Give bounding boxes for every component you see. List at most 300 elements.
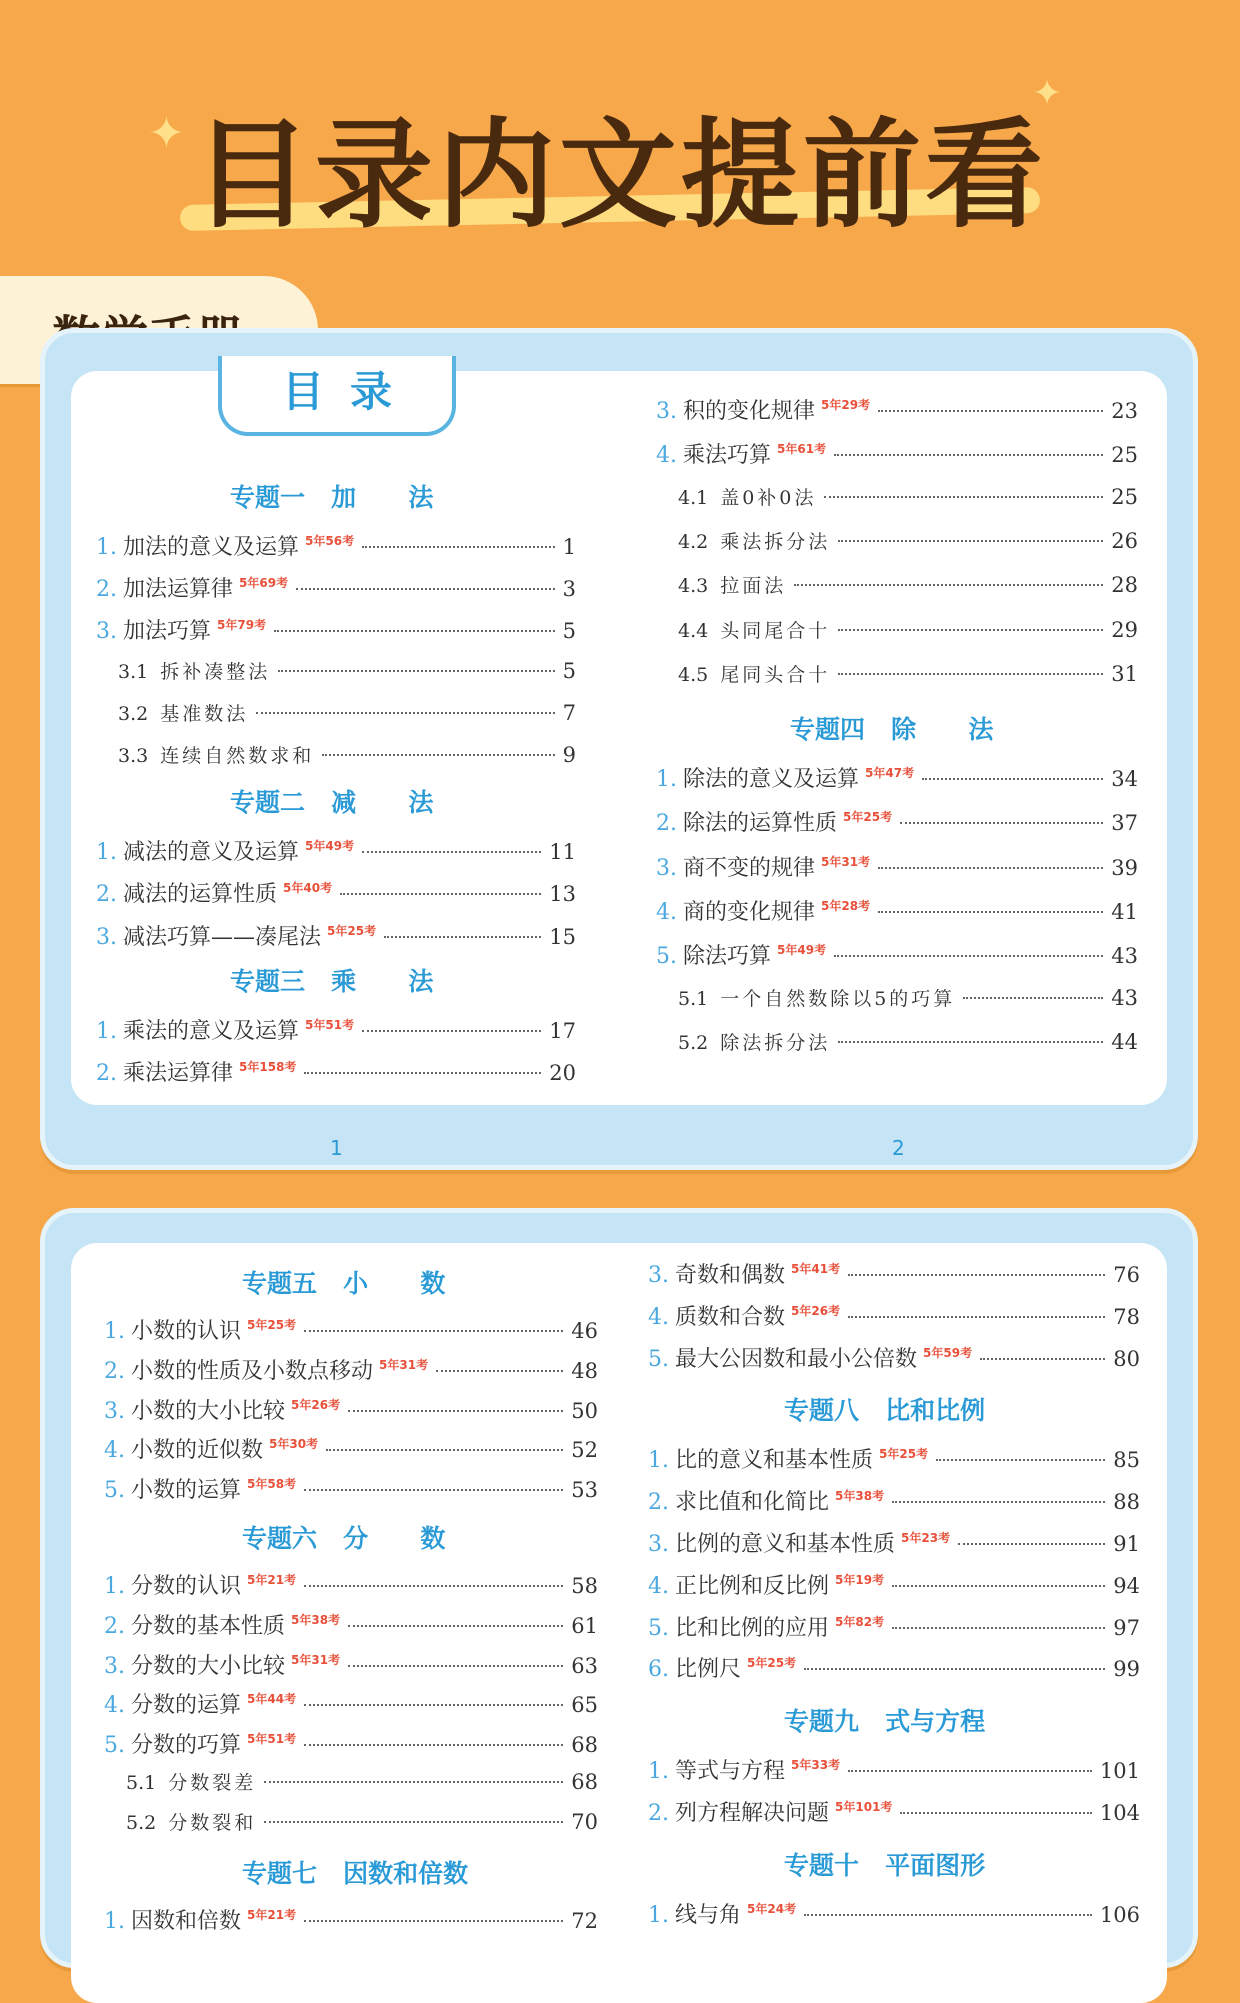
toc-subentry: [678, 984, 1138, 1014]
leader-dots: [348, 1625, 563, 1627]
leader-dots: [892, 1585, 1105, 1587]
entry-title: 乘法巧算: [683, 443, 772, 469]
leader-dots: [936, 1459, 1105, 1461]
leader-dots: [838, 673, 1103, 675]
toc-entry: [656, 895, 1138, 925]
leader-dots: [340, 893, 541, 895]
entry-number: 1.: [648, 1902, 669, 1928]
entry-page: 11: [549, 840, 576, 865]
entry-title: 分数的巧算: [131, 1733, 242, 1759]
entry-page: 78: [1113, 1304, 1140, 1329]
entry-number: 4.5: [678, 663, 709, 686]
entry-title: 正比例和反比例: [675, 1573, 830, 1599]
entry-number: 3.: [656, 399, 677, 424]
entry-page: 91: [1113, 1532, 1140, 1556]
entry-title: 商不变的规律: [683, 855, 816, 881]
section-heading: 专题五 小 数: [242, 1269, 446, 1298]
entry-title: 加法巧算: [123, 619, 212, 645]
exam-frequency-badge: 5年25考: [247, 1318, 297, 1332]
entry-page: 104: [1099, 1801, 1140, 1825]
entry-title: 分数裂差: [168, 1772, 257, 1794]
exam-frequency-badge: 5年47考: [865, 766, 915, 781]
toc-entry: [96, 572, 576, 602]
entry-title: 积的变化规律: [683, 399, 816, 424]
exam-frequency-badge: 5年21考: [247, 1573, 297, 1587]
entry-page: 29: [1111, 617, 1138, 642]
toc-entry: [104, 1354, 598, 1384]
entry-page: 46: [571, 1319, 598, 1343]
exam-frequency-badge: 5年26考: [291, 1397, 341, 1412]
toc-subentry: [678, 571, 1138, 601]
toc-entry: [648, 1258, 1140, 1288]
entry-title: 尾同头合十: [720, 663, 831, 686]
entry-number: 1.: [104, 1574, 125, 1599]
entry-title: 等式与方程: [675, 1759, 786, 1785]
exam-frequency-badge: 5年79考: [217, 618, 267, 633]
entry-number: 1.: [648, 1448, 669, 1474]
toc-subentry: [118, 699, 576, 729]
toc-entry: [104, 1569, 598, 1599]
entry-page: 13: [549, 882, 576, 907]
toc-entry: [656, 394, 1138, 424]
entry-page: 70: [571, 1809, 598, 1834]
exam-frequency-badge: 5年69考: [239, 576, 289, 591]
leader-dots: [922, 778, 1103, 780]
entry-number: 4.1: [678, 486, 709, 509]
leader-dots: [900, 822, 1103, 824]
section-heading: 专题八 比和比例: [784, 1396, 986, 1426]
entry-page: 52: [571, 1438, 598, 1463]
toc-entry: [104, 1728, 598, 1758]
toc-heading-box: [218, 356, 456, 436]
entry-page: 106: [1099, 1902, 1140, 1927]
leader-dots: [824, 496, 1103, 498]
entry-page: 5: [562, 658, 576, 683]
entry-number: 5.: [104, 1478, 125, 1504]
entry-title: 头同尾合十: [720, 619, 831, 642]
entry-title: 除法巧算: [683, 944, 772, 970]
leader-dots: [264, 1781, 563, 1783]
entry-title: 比和比例的应用: [675, 1615, 830, 1641]
entry-number: 4.: [648, 1573, 669, 1599]
entry-number: 2.: [96, 577, 117, 603]
toc-entry: [96, 835, 576, 865]
entry-page: 34: [1111, 767, 1138, 792]
toc-entry: [656, 806, 1138, 836]
entry-number: 1.: [96, 840, 117, 866]
exam-frequency-badge: 5年61考: [777, 442, 827, 457]
toc-entry: [648, 1569, 1140, 1599]
entry-page: 101: [1099, 1759, 1140, 1784]
exam-frequency-badge: 5年58考: [247, 1477, 297, 1492]
entry-number: 2.: [96, 882, 117, 908]
exam-frequency-badge: 5年31考: [821, 854, 871, 869]
entry-number: 5.: [104, 1733, 125, 1759]
exam-frequency-badge: 5年28考: [821, 899, 871, 913]
entry-number: 1.: [96, 535, 117, 560]
leader-dots: [804, 1668, 1105, 1670]
entry-page: 7: [562, 700, 576, 725]
toc-entry: [656, 939, 1138, 969]
exam-frequency-badge: 5年101考: [835, 1800, 893, 1814]
entry-title: 分数的基本性质: [131, 1613, 286, 1639]
entry-title: 减法的意义及运算: [123, 840, 300, 866]
toc-subentry: [678, 616, 1138, 646]
toc-entry: [656, 762, 1138, 792]
entry-number: 5.: [656, 944, 677, 970]
entry-page: 85: [1113, 1448, 1140, 1473]
entry-page: 3: [562, 577, 576, 602]
leader-dots: [304, 1072, 541, 1074]
entry-number: 1.: [648, 1759, 669, 1785]
entry-title: 分数的认识: [131, 1574, 242, 1599]
exam-frequency-badge: 5年31考: [291, 1652, 341, 1667]
leader-dots: [838, 540, 1103, 542]
entry-page: 63: [571, 1653, 598, 1678]
toc-entry: [96, 1014, 576, 1044]
entry-page: 97: [1113, 1615, 1140, 1640]
entry-page: 23: [1111, 399, 1138, 423]
toc-subentry: [678, 483, 1138, 513]
leader-dots: [326, 1449, 563, 1451]
leader-dots: [348, 1410, 563, 1412]
entry-number: 4.: [104, 1693, 125, 1719]
entry-page: 94: [1113, 1573, 1140, 1598]
toc-entry: [104, 1473, 598, 1503]
exam-frequency-badge: 5年49考: [777, 943, 827, 958]
leader-dots: [878, 867, 1103, 869]
entry-title: 奇数和偶数: [675, 1263, 786, 1288]
entry-number: 4.: [656, 443, 677, 469]
exam-frequency-badge: 5年59考: [923, 1345, 973, 1360]
section-heading: 专题四 除 法: [790, 715, 994, 745]
entry-page: 61: [571, 1613, 598, 1638]
entry-page: 43: [1111, 985, 1138, 1010]
entry-title: 加法运算律: [123, 577, 234, 603]
entry-title: 因数和倍数: [131, 1908, 242, 1934]
leader-dots: [296, 588, 555, 590]
entry-number: 4.: [656, 900, 677, 925]
section-heading: 专题十 平面图形: [784, 1850, 986, 1880]
exam-frequency-badge: 5年23考: [901, 1531, 951, 1545]
toc-entry: [656, 438, 1138, 468]
entry-number: 4.: [648, 1304, 669, 1330]
toc-entry: [648, 1527, 1140, 1557]
entry-page: 17: [549, 1018, 576, 1043]
entry-number: 4.3: [678, 575, 709, 598]
leader-dots: [878, 410, 1103, 412]
entry-page: 99: [1113, 1657, 1140, 1682]
toc-entry: [648, 1342, 1140, 1372]
exam-frequency-badge: 5年40考: [283, 881, 333, 896]
toc-subentry: [678, 660, 1138, 690]
section-heading: 专题九 式与方程: [784, 1707, 986, 1737]
entry-title: 减法巧算——凑尾法: [123, 924, 322, 950]
entry-page: 76: [1113, 1263, 1140, 1287]
exam-frequency-badge: 5年38考: [835, 1489, 885, 1504]
entry-number: 5.2: [126, 1811, 157, 1834]
leader-dots: [264, 1821, 563, 1823]
entry-number: 1.: [104, 1319, 125, 1344]
entry-number: 1.: [656, 767, 677, 793]
toc-entry: [648, 1754, 1140, 1784]
exam-frequency-badge: 5年38考: [291, 1612, 341, 1627]
entry-page: 39: [1111, 855, 1138, 880]
entry-page: 1: [562, 535, 576, 559]
page-number-right: 2: [892, 1136, 905, 1160]
entry-number: 5.1: [126, 1772, 157, 1794]
entry-number: 6.: [648, 1657, 669, 1683]
leader-dots: [892, 1627, 1105, 1629]
entry-title: 比例尺: [675, 1657, 742, 1683]
entry-number: 3.: [96, 619, 117, 645]
entry-number: 4.2: [678, 530, 709, 553]
entry-number: 2.: [656, 811, 677, 837]
exam-frequency-badge: 5年30考: [269, 1437, 319, 1452]
leader-dots: [436, 1370, 563, 1372]
entry-title: 乘法拆分法: [720, 530, 831, 553]
toc-entry: [648, 1652, 1140, 1682]
toc-entry: [648, 1443, 1140, 1473]
leader-dots: [304, 1920, 563, 1922]
entry-page: 53: [571, 1478, 598, 1503]
entry-title: 小数的大小比较: [131, 1398, 286, 1424]
toc-entry: [648, 1485, 1140, 1515]
leader-dots: [892, 1501, 1105, 1503]
exam-frequency-badge: 5年25考: [327, 923, 377, 938]
toc-entry: [648, 1300, 1140, 1330]
leader-dots: [794, 584, 1103, 586]
toc-entry: [648, 1796, 1140, 1826]
toc-entry: [104, 1904, 598, 1934]
toc-subentry: [678, 527, 1138, 557]
entry-title: 小数的认识: [131, 1319, 242, 1344]
sparkle-icon: ✦: [148, 108, 185, 159]
exam-frequency-badge: 5年25考: [879, 1447, 929, 1462]
entry-page: 5: [562, 619, 576, 644]
entry-title: 分数的大小比较: [131, 1653, 286, 1679]
leader-dots: [348, 1665, 563, 1667]
leader-dots: [834, 955, 1103, 957]
entry-number: 2.: [648, 1801, 669, 1826]
entry-number: 2.: [648, 1490, 669, 1516]
sparkle-icon: ✦: [1032, 73, 1063, 114]
toc-heading: 目录: [281, 367, 418, 416]
entry-page: 26: [1111, 528, 1138, 553]
banner-title: 目录内文提前看: [192, 106, 1047, 244]
entry-title: 小数的近似数: [131, 1438, 264, 1464]
toc-subentry: [118, 657, 576, 687]
leader-dots: [804, 1914, 1092, 1916]
section-heading: 专题一 加 法: [230, 483, 434, 512]
entry-page: 72: [571, 1908, 598, 1933]
entry-number: 2.: [96, 1061, 117, 1086]
leader-dots: [838, 1041, 1103, 1043]
leader-dots: [963, 997, 1103, 999]
entry-title: 线与角: [675, 1902, 742, 1928]
entry-number: 3.: [104, 1398, 125, 1424]
leader-dots: [362, 1030, 541, 1032]
exam-frequency-badge: 5年19考: [835, 1572, 885, 1587]
leader-dots: [384, 936, 541, 938]
exam-frequency-badge: 5年26考: [791, 1303, 841, 1318]
exam-frequency-badge: 5年24考: [747, 1901, 797, 1916]
toc-entry: [104, 1314, 598, 1344]
entry-page: 50: [571, 1398, 598, 1423]
toc-entry: [104, 1609, 598, 1639]
entry-title: 拉面法: [720, 575, 787, 598]
toc-subentry: [118, 741, 576, 771]
entry-title: 除法的意义及运算: [683, 767, 860, 793]
toc-entry: [104, 1649, 598, 1679]
entry-page: 44: [1111, 1029, 1138, 1054]
leader-dots: [256, 712, 554, 714]
section-heading: 专题二 减 法: [230, 788, 434, 818]
leader-dots: [980, 1358, 1105, 1360]
leader-dots: [304, 1489, 563, 1491]
exam-frequency-badge: 5年31考: [379, 1357, 429, 1372]
entry-page: 25: [1111, 484, 1138, 509]
entry-number: 1.: [96, 1018, 117, 1044]
exam-frequency-badge: 5年21考: [247, 1907, 297, 1922]
entry-title: 除法拆分法: [720, 1031, 831, 1054]
entry-number: 4.4: [678, 619, 709, 642]
entry-title: 小数的运算: [131, 1478, 242, 1504]
exam-frequency-badge: 5年29考: [821, 398, 871, 412]
entry-page: 43: [1111, 944, 1138, 969]
entry-page: 58: [571, 1574, 598, 1598]
leader-dots: [362, 546, 555, 548]
leader-dots: [322, 754, 554, 756]
entry-title: 分数的运算: [131, 1693, 242, 1719]
leader-dots: [274, 630, 555, 632]
entry-page: 80: [1113, 1346, 1140, 1371]
exam-frequency-badge: 5年44考: [247, 1692, 297, 1707]
leader-dots: [848, 1274, 1105, 1276]
toc-entry: [96, 1056, 576, 1086]
toc-entry: [104, 1688, 598, 1718]
exam-frequency-badge: 5年82考: [835, 1614, 885, 1629]
entry-title: 连续自然数求和: [160, 745, 315, 767]
toc-entry: [104, 1394, 598, 1424]
entry-number: 3.: [104, 1653, 125, 1679]
entry-number: 3.2: [118, 702, 149, 725]
entry-number: 3.: [96, 924, 117, 950]
entry-page: 28: [1111, 573, 1138, 598]
leader-dots: [304, 1744, 563, 1746]
leader-dots: [304, 1330, 563, 1332]
section-heading: 专题七 因数和倍数: [242, 1858, 469, 1888]
entry-title: 乘法运算律: [123, 1061, 234, 1086]
leader-dots: [304, 1585, 563, 1587]
leader-dots: [838, 629, 1103, 631]
exam-frequency-badge: 5年51考: [247, 1732, 297, 1747]
toc-entry: [96, 877, 576, 907]
exam-frequency-badge: 5年33考: [791, 1758, 841, 1773]
entry-page: 88: [1113, 1490, 1140, 1515]
exam-frequency-badge: 5年56考: [305, 534, 355, 548]
toc-entry: [104, 1433, 598, 1463]
leader-dots: [362, 851, 541, 853]
entry-page: 48: [571, 1358, 598, 1383]
entry-title: 比例的意义和基本性质: [675, 1532, 896, 1557]
entry-title: 质数和合数: [675, 1304, 786, 1330]
exam-frequency-badge: 5年25考: [747, 1656, 797, 1671]
entry-page: 41: [1111, 900, 1138, 924]
entry-title: 拆补凑整法: [160, 660, 271, 683]
entry-page: 31: [1111, 661, 1138, 686]
entry-title: 基准数法: [160, 702, 249, 725]
leader-dots: [878, 911, 1103, 913]
toc-subentry: [126, 1808, 598, 1838]
entry-title: 比的意义和基本性质: [675, 1448, 874, 1474]
exam-frequency-badge: 5年158考: [239, 1060, 297, 1074]
entry-number: 4.: [104, 1438, 125, 1464]
exam-frequency-badge: 5年51考: [305, 1017, 355, 1032]
leader-dots: [958, 1543, 1105, 1545]
toc-subentry: [678, 1028, 1138, 1058]
entry-title: 最大公因数和最小公倍数: [675, 1346, 918, 1372]
leader-dots: [278, 670, 554, 672]
leader-dots: [900, 1812, 1091, 1814]
entry-title: 商的变化规律: [683, 900, 816, 925]
leader-dots: [848, 1316, 1105, 1318]
entry-number: 1.: [104, 1908, 125, 1934]
entry-number: 3.: [648, 1532, 669, 1557]
exam-frequency-badge: 5年49考: [305, 839, 355, 854]
entry-title: 列方程解决问题: [675, 1801, 830, 1826]
entry-page: 65: [571, 1693, 598, 1718]
entry-page: 20: [549, 1061, 576, 1085]
entry-page: 68: [571, 1733, 598, 1758]
entry-title: 盖0补0法: [720, 486, 817, 509]
entry-number: 5.: [648, 1615, 669, 1641]
section-heading: 专题三 乘 法: [230, 966, 434, 996]
toc-subentry: [126, 1768, 598, 1798]
entry-number: 2.: [104, 1613, 125, 1639]
leader-dots: [848, 1770, 1092, 1772]
exam-frequency-badge: 5年25考: [843, 810, 893, 825]
entry-number: 5.2: [678, 1031, 709, 1054]
entry-number: 2.: [104, 1358, 125, 1384]
entry-title: 一个自然数除以5的巧算: [720, 987, 956, 1010]
entry-number: 3.1: [118, 660, 149, 683]
entry-number: 5.1: [678, 987, 709, 1010]
entry-number: 3.: [648, 1263, 669, 1288]
entry-title: 减法的运算性质: [123, 882, 278, 908]
toc-entry: [96, 920, 576, 950]
entry-title: 除法的运算性质: [683, 811, 838, 837]
leader-dots: [304, 1704, 563, 1706]
toc-entry: [96, 530, 576, 560]
toc-entry: [96, 614, 576, 644]
entry-page: 37: [1111, 811, 1138, 836]
entry-page: 9: [562, 743, 576, 767]
toc-entry: [656, 851, 1138, 881]
entry-number: 3.3: [118, 745, 149, 767]
entry-title: 乘法的意义及运算: [123, 1018, 300, 1044]
entry-number: 3.: [656, 855, 677, 881]
entry-title: 小数的性质及小数点移动: [131, 1358, 374, 1384]
entry-page: 25: [1111, 443, 1138, 468]
entry-title: 加法的意义及运算: [123, 535, 300, 560]
entry-title: 分数裂和: [168, 1811, 257, 1834]
toc-entry: [648, 1611, 1140, 1641]
leader-dots: [834, 454, 1103, 456]
entry-title: 求比值和化简比: [675, 1490, 830, 1516]
entry-number: 5.: [648, 1346, 669, 1372]
page-number-left: 1: [330, 1136, 343, 1160]
